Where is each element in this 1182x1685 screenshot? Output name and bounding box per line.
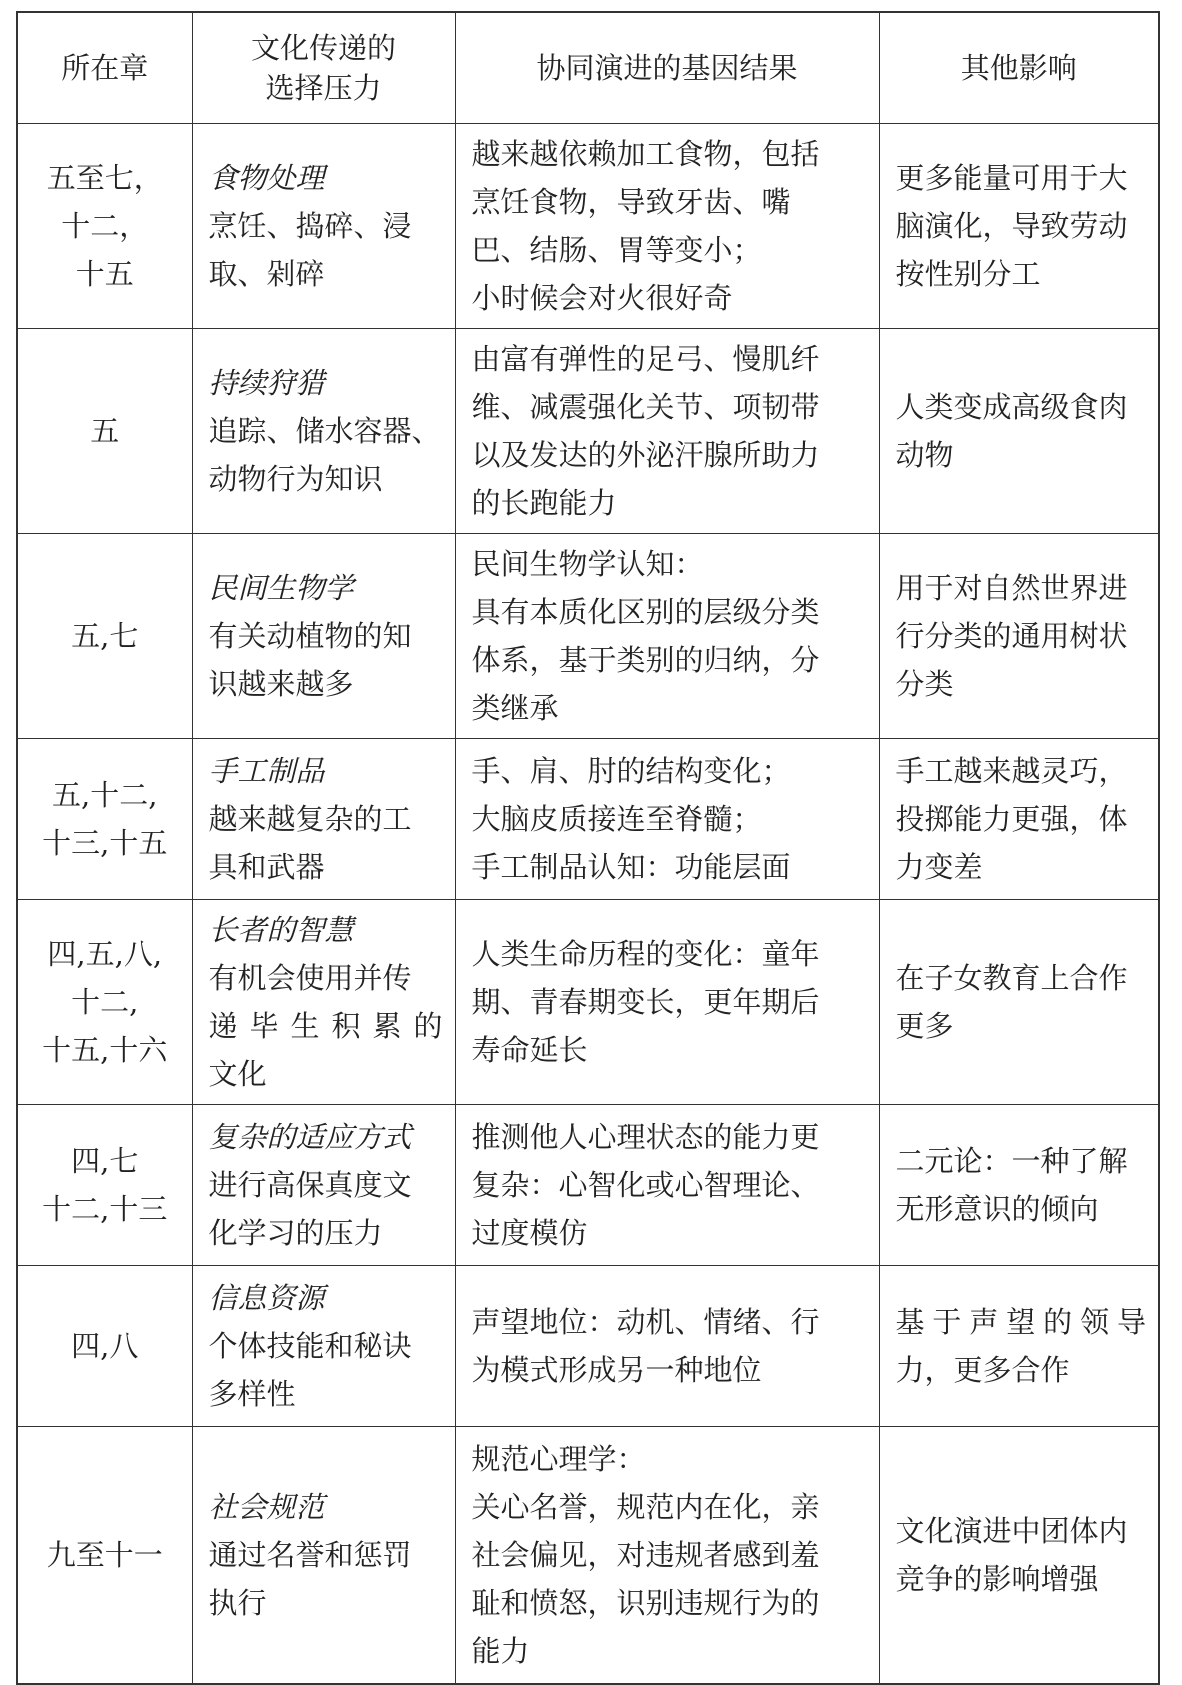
header-chapter-text: 所在章 <box>61 51 149 85</box>
other-line: 人类变成高级食肉 <box>895 390 1128 424</box>
pressure-line: 个体技能和秘诀 <box>208 1329 412 1363</box>
gene-line: 具有本质化区别的层级分类 <box>471 595 820 629</box>
chapter-cell <box>17 1266 192 1427</box>
pressure-topic: 复杂的适应方式 <box>208 1120 412 1154</box>
table-row <box>17 329 1159 534</box>
header-pressure-line1: 文化传递的 <box>250 31 396 65</box>
gene-line: 社会偏见，对违规者感到羞 <box>471 1538 820 1572</box>
pressure-line: 识越来越多 <box>208 667 354 701</box>
chapter-cell <box>17 739 192 900</box>
other-cell <box>879 739 1159 900</box>
gene-cell <box>455 534 879 739</box>
other-line: 动物 <box>895 438 954 472</box>
pressure-cell <box>192 1266 455 1427</box>
other-line: 脑演化，导致劳动 <box>895 209 1128 243</box>
chapter-line: 九至十一 <box>46 1538 163 1572</box>
gene-cell <box>455 1427 879 1685</box>
other-line: 按性别分工 <box>895 257 1041 291</box>
table-row <box>17 739 1159 900</box>
coevolution-table <box>16 11 1160 1685</box>
gene-line: 烹饪食物，导致牙齿、嘴 <box>471 185 791 219</box>
gene-line: 越来越依赖加工食物，包括 <box>471 137 820 171</box>
other-line: 文化演进中团体内 <box>895 1514 1128 1548</box>
other-cell <box>879 1105 1159 1266</box>
pressure-line: 烹饪、捣碎、浸 <box>208 209 412 243</box>
pressure-line: 具和武器 <box>208 850 325 884</box>
pressure-line: 有机会使用并传 <box>208 961 412 995</box>
pressure-topic: 长者的智慧 <box>208 913 354 947</box>
chapter-line: 十二,十三 <box>42 1192 168 1226</box>
gene-line: 巴、结肠、胃等变小； <box>471 233 762 267</box>
pressure-topic: 持续狩猎 <box>208 366 325 400</box>
pressure-cell <box>192 1427 455 1685</box>
header-pressure-line2: 选择压力 <box>265 71 382 105</box>
other-line: 在子女教育上合作 <box>895 961 1128 995</box>
chapter-cell <box>17 1427 192 1685</box>
chapter-line: 五至七， <box>46 161 163 195</box>
pressure-cell <box>192 329 455 534</box>
pressure-line: 越来越复杂的工 <box>208 802 412 836</box>
other-line: 二元论：一种了解 <box>895 1144 1128 1178</box>
table-row <box>17 534 1159 739</box>
other-cell <box>879 534 1159 739</box>
gene-line: 规范心理学： <box>471 1442 646 1476</box>
other-cell <box>879 1266 1159 1427</box>
pressure-line: 取、剁碎 <box>208 257 325 291</box>
gene-line: 推测他人心理状态的能力更 <box>471 1120 820 1154</box>
chapter-line: 四,五,八, <box>47 937 163 971</box>
pressure-line: 通过名誉和惩罚 <box>208 1538 412 1572</box>
table-row <box>17 1427 1159 1685</box>
other-line: 更多 <box>895 1009 954 1043</box>
gene-line: 的长跑能力 <box>471 486 617 520</box>
other-cell <box>879 329 1159 534</box>
other-cell <box>879 900 1159 1105</box>
table-row <box>17 900 1159 1105</box>
chapter-cell <box>17 900 192 1105</box>
header-gene-text: 协同演进的基因结果 <box>536 51 798 85</box>
gene-cell <box>455 900 879 1105</box>
header-gene <box>455 12 879 124</box>
pressure-line: 追踪、储水容器、 <box>208 414 441 448</box>
pressure-line: 化学习的压力 <box>208 1216 383 1250</box>
gene-cell <box>455 1105 879 1266</box>
chapter-line: 五,七 <box>71 619 139 653</box>
pressure-line: 多样性 <box>208 1377 296 1411</box>
pressure-cell <box>192 1105 455 1266</box>
table-row <box>17 1105 1159 1266</box>
chapter-cell <box>17 1105 192 1266</box>
chapter-line: 十五,十六 <box>42 1033 168 1067</box>
other-line: 行分类的通用树状 <box>895 619 1128 653</box>
pressure-line: 递毕生积累的 <box>208 1009 443 1043</box>
pressure-cell <box>192 900 455 1105</box>
gene-cell <box>455 329 879 534</box>
other-cell <box>879 1427 1159 1685</box>
table-row <box>17 1266 1159 1427</box>
other-line: 竞争的影响增强 <box>895 1562 1099 1596</box>
other-line: 用于对自然世界进 <box>895 571 1128 605</box>
gene-line: 小时候会对火很好奇 <box>471 281 733 315</box>
gene-line: 手工制品认知：功能层面 <box>471 850 791 884</box>
pressure-topic: 手工制品 <box>208 754 325 788</box>
pressure-line: 执行 <box>208 1586 267 1620</box>
gene-line: 复杂：心智化或心智理论、 <box>471 1168 820 1202</box>
gene-line: 以及发达的外泌汗腺所助力 <box>471 438 820 472</box>
chapter-line: 十三,十五 <box>42 826 168 860</box>
table-row <box>17 124 1159 329</box>
other-cell <box>879 124 1159 329</box>
gene-line: 大脑皮质接连至脊髓； <box>471 802 762 836</box>
pressure-line: 进行高保真度文 <box>208 1168 412 1202</box>
other-line: 力，更多合作 <box>895 1353 1070 1387</box>
chapter-line: 四,八 <box>71 1329 139 1363</box>
pressure-line: 动物行为知识 <box>208 462 383 496</box>
pressure-line: 文化 <box>208 1057 267 1091</box>
header-chapter <box>17 12 192 124</box>
gene-line: 由富有弹性的足弓、慢肌纤 <box>471 342 820 376</box>
chapter-line: 十五 <box>75 257 134 291</box>
pressure-cell <box>192 534 455 739</box>
chapter-line: 十二, <box>71 985 139 1019</box>
gene-line: 声望地位：动机、情绪、行 <box>471 1305 820 1339</box>
other-line: 分类 <box>895 667 954 701</box>
pressure-cell <box>192 739 455 900</box>
pressure-topic: 民间生物学 <box>208 571 354 605</box>
gene-line: 类继承 <box>471 691 559 725</box>
chapter-cell <box>17 124 192 329</box>
chapter-cell <box>17 534 192 739</box>
other-line: 更多能量可用于大 <box>895 161 1128 195</box>
gene-line: 能力 <box>471 1634 530 1668</box>
header-row <box>17 12 1159 124</box>
header-other-text: 其他影响 <box>960 51 1077 85</box>
header-other <box>879 12 1159 124</box>
other-line: 无形意识的倾向 <box>895 1192 1099 1226</box>
header-pressure <box>192 12 455 124</box>
gene-cell <box>455 1266 879 1427</box>
gene-line: 维、减震强化关节、项韧带 <box>471 390 820 424</box>
gene-cell <box>455 124 879 329</box>
other-line: 力变差 <box>895 850 983 884</box>
chapter-line: 五,十二, <box>52 778 158 812</box>
gene-cell <box>455 739 879 900</box>
chapter-line: 五 <box>90 414 120 448</box>
chapter-line: 四,七 <box>71 1144 139 1178</box>
gene-line: 为模式形成另一种地位 <box>471 1353 762 1387</box>
other-line: 投掷能力更强，体 <box>895 802 1128 836</box>
pressure-cell <box>192 124 455 329</box>
gene-line: 过度模仿 <box>471 1216 588 1250</box>
gene-line: 民间生物学认知： <box>471 547 704 581</box>
gene-line: 人类生命历程的变化：童年 <box>471 937 820 971</box>
gene-line: 关心名誉，规范内在化，亲 <box>471 1490 820 1524</box>
gene-line: 寿命延长 <box>471 1033 588 1067</box>
other-line: 基于声望的领导 <box>895 1305 1146 1339</box>
gene-line: 体系，基于类别的归纳，分 <box>471 643 820 677</box>
chapter-cell <box>17 329 192 534</box>
pressure-topic: 信息资源 <box>208 1281 325 1315</box>
other-line: 手工越来越灵巧， <box>895 754 1128 788</box>
gene-line: 手、肩、肘的结构变化； <box>471 754 791 788</box>
gene-line: 耻和愤怒，识别违规行为的 <box>471 1586 820 1620</box>
gene-line: 期、青春期变长，更年期后 <box>471 985 820 1019</box>
pressure-line: 有关动植物的知 <box>208 619 412 653</box>
chapter-line: 十二， <box>61 209 149 243</box>
pressure-topic: 食物处理 <box>208 161 325 195</box>
pressure-topic: 社会规范 <box>208 1490 325 1524</box>
